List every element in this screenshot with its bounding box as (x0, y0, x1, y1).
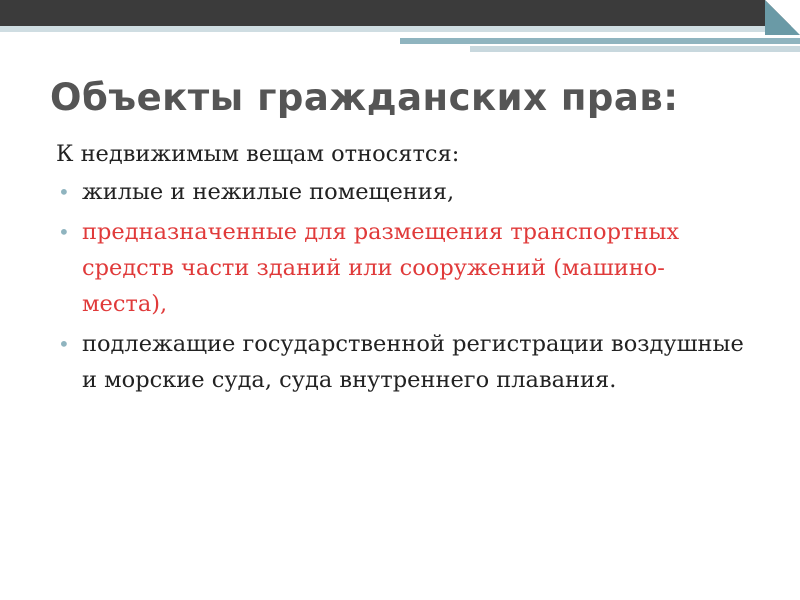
bullet-text: жилые и нежилые помещения, (82, 179, 455, 205)
list-item (56, 326, 746, 398)
list-item (56, 174, 746, 210)
list-item (56, 214, 746, 322)
intro-text: К недвижимым вещам относятся: (56, 141, 460, 167)
bullet-dot-icon: • (58, 332, 70, 356)
decor-light-bar (470, 46, 800, 52)
slide-content (56, 136, 746, 402)
bullet-list (56, 174, 746, 398)
slide-title: Объекты гражданских прав: (50, 76, 679, 119)
top-decor-bar (0, 0, 800, 26)
bullet-text: подлежащие государственной регистрации воздушные и морские суда, суда внутреннего плавания. (82, 331, 744, 393)
bullet-dot-icon: • (58, 220, 70, 244)
bullet-text: предназначенные для размещения транспортных средств части зданий или сооружений (машино-места), (82, 219, 680, 317)
decor-stripe (0, 26, 800, 32)
page-corner-icon (765, 0, 800, 35)
bullet-dot-icon: • (58, 180, 70, 204)
decor-accent-bar (400, 38, 800, 44)
